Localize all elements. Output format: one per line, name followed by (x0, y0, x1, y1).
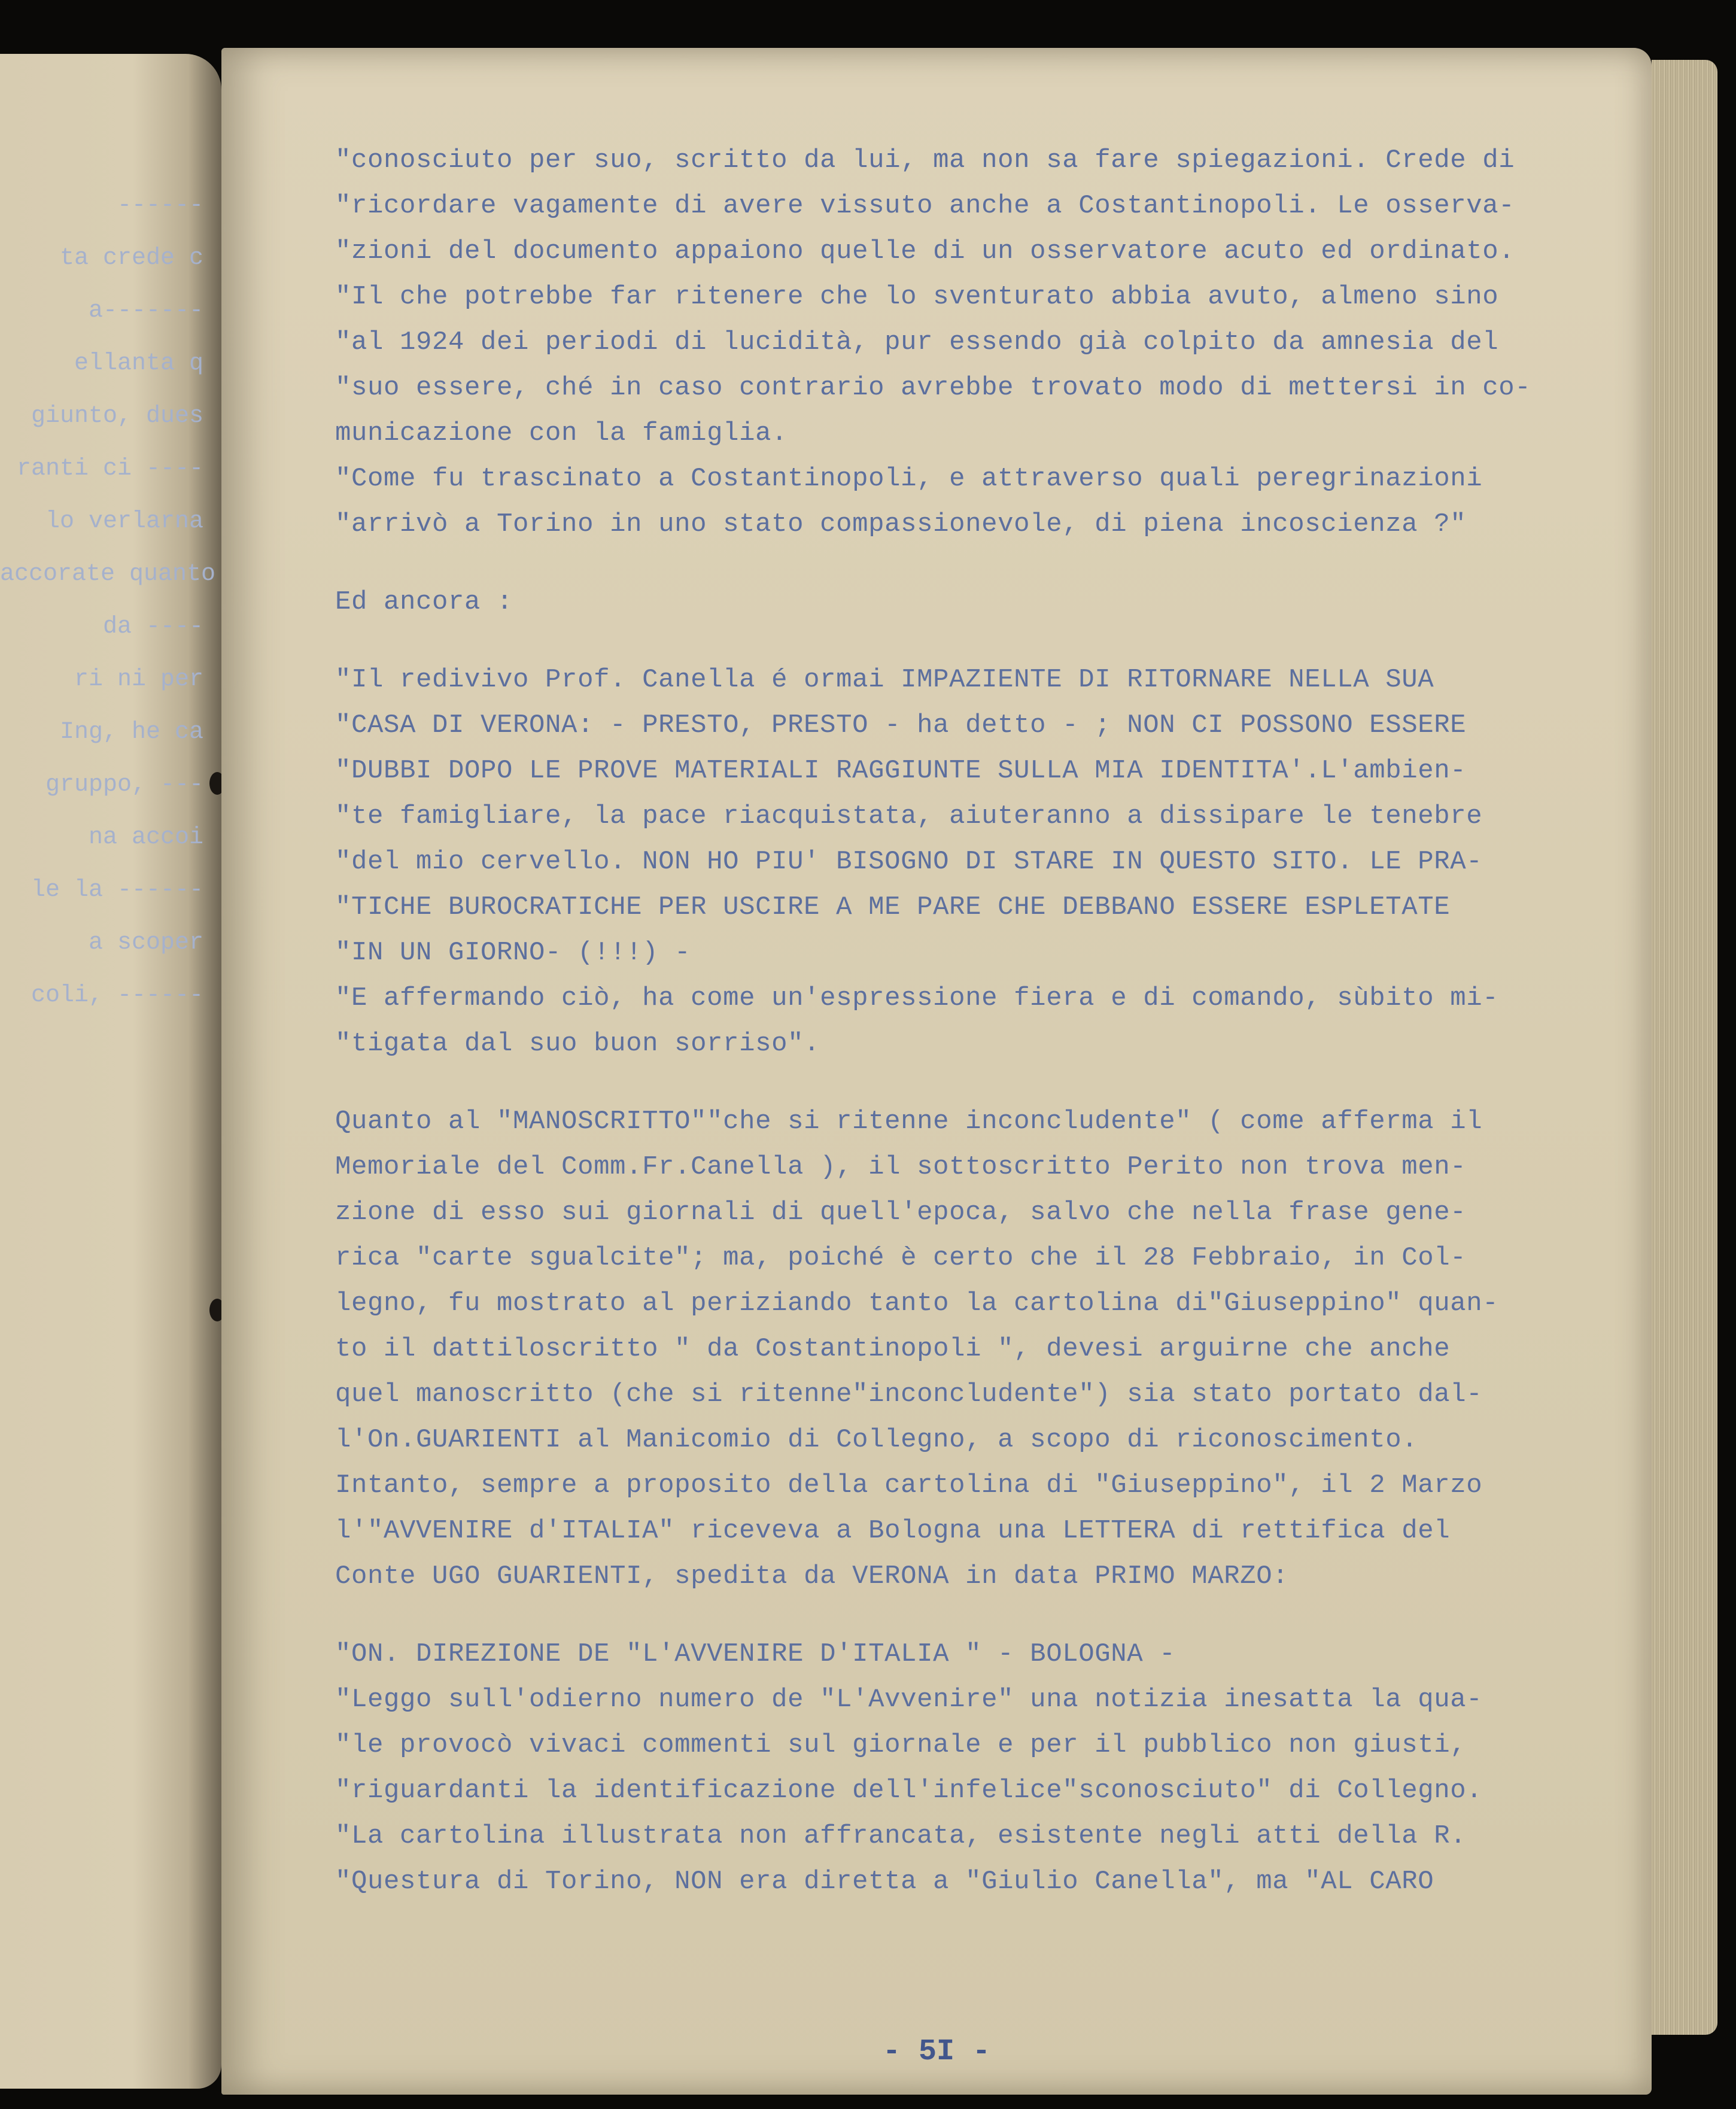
text-line: "al 1924 dei periodi di lucidità, pur essendo già colpito da amnesia del (335, 327, 1499, 357)
left-page-fragments (0, 180, 221, 1022)
left-fragment-line: le la ------ (31, 877, 203, 904)
left-fragment-line: ------ (117, 192, 203, 219)
left-fragment-line: ri ni per (74, 666, 203, 693)
left-fragment-line: gruppo, --- (45, 771, 203, 798)
paragraph-gap (335, 547, 1640, 579)
text-line: "DUBBI DOPO LE PROVE MATERIALI RAGGIUNTE SULLA MIA IDENTITA'.L'ambien- (335, 756, 1467, 786)
left-fragment-line: ranti ci ---- (16, 455, 203, 482)
right-page (221, 48, 1652, 2095)
text-line: Memoriale del Comm.Fr.Canella ), il sottoscritto Perito non trova men- (335, 1152, 1467, 1182)
typed-text-body (335, 138, 1640, 1904)
text-line: "E affermando ciò, ha come un'espressione fiera e di comando, sùbito mi- (335, 983, 1499, 1013)
text-line: "Leggo sull'odierno numero de "L'Avvenire" una notizia inesatta la qua- (335, 1685, 1483, 1715)
left-fragment-line: da ---- (102, 613, 203, 640)
left-page (0, 54, 221, 2089)
text-line: "riguardanti la identificazione dell'infelice"sconosciuto" di Collegno. (335, 1776, 1483, 1806)
text-line: "TICHE BUROCRATICHE PER USCIRE A ME PARE CHE DEBBANO ESSERE ESPLETATE (335, 892, 1451, 922)
text-line: "del mio cervello. NON HO PIU' BISOGNO DI STARE IN QUESTO SITO. LE PRA- (335, 847, 1483, 877)
text-line: "Il redivivo Prof. Canella é ormai IMPAZIENTE DI RITORNARE NELLA SUA (335, 665, 1434, 695)
left-fragment-line: ellanta q (74, 350, 203, 377)
text-line: "zioni del documento appaiono quelle di un osservatore acuto ed ordinato. (335, 236, 1515, 266)
text-line: "La cartolina illustrata non affrancata, esistente negli atti della R. (335, 1821, 1467, 1851)
text-line: "Questura di Torino, NON era diretta a "Giulio Canella", ma "AL CARO (335, 1867, 1434, 1897)
left-fragment-line: a------- (88, 297, 203, 324)
text-line: "IN UN GIORNO- (!!!) - (335, 938, 691, 968)
text-line: "le provocò vivaci commenti sul giornale e per il pubblico non giusti, (335, 1730, 1467, 1760)
text-line: "CASA DI VERONA: - PRESTO, PRESTO - ha detto - ; NON CI POSSONO ESSERE (335, 710, 1467, 740)
text-line: municazione con la famiglia. (335, 418, 788, 448)
text-line: "ON. DIREZIONE DE "L'AVVENIRE D'ITALIA " - BOLOGNA - (335, 1639, 1176, 1669)
left-fragment-line: lo verlarna (45, 508, 203, 535)
text-line: "tigata dal suo buon sorriso". (335, 1029, 820, 1059)
text-line: "conosciuto per suo, scritto da lui, ma non sa fare spiegazioni. Crede di (335, 145, 1515, 175)
text-line: Quanto al "MANOSCRITTO""che si ritenne inconcludente" ( come afferma il (335, 1107, 1483, 1136)
text-line: zione di esso sui giornali di quell'epoca, salvo che nella frase gene- (335, 1198, 1467, 1227)
text-line: Ed ancora : (335, 587, 513, 617)
left-fragment-line: a scoper (88, 929, 203, 956)
left-fragment-line: ta crede c (59, 245, 203, 272)
text-line: quel manoscritto (che si ritenne"inconcludente") sia stato portato dal- (335, 1379, 1483, 1409)
paragraph-gap (335, 625, 1640, 657)
text-line: "suo essere, ché in caso contrario avrebbe trovato modo di mettersi in co- (335, 373, 1531, 403)
paragraph-gap (335, 1066, 1640, 1099)
page-number: - 5I - (882, 2035, 991, 2069)
text-line: "Come fu trascinato a Costantinopoli, e attraverso quali peregrinazioni (335, 464, 1483, 494)
left-fragment-line: coli, ------ (31, 982, 203, 1009)
text-line: l'On.GUARIENTI al Manicomio di Collegno, a scopo di riconoscimento. (335, 1425, 1418, 1455)
left-fragment-line: na accoi (88, 824, 203, 851)
left-fragment-line: accorate quanto (0, 561, 216, 588)
paragraph-gap (335, 1599, 1640, 1631)
text-line: "ricordare vagamente di avere vissuto anche a Costantinopoli. Le osserva- (335, 191, 1515, 221)
text-line: rica "carte sgualcite"; ma, poiché è certo che il 28 Febbraio, in Col- (335, 1243, 1467, 1273)
text-line: to il dattiloscritto " da Costantinopoli ", devesi arguirne che anche (335, 1334, 1451, 1364)
page-stack-edges (1652, 60, 1717, 2035)
text-line: l'"AVVENIRE d'ITALIA" riceveva a Bologna una LETTERA di rettifica del (335, 1516, 1451, 1546)
text-line: "Il che potrebbe far ritenere che lo sventurato abbia avuto, almeno sino (335, 282, 1499, 312)
left-fragment-line: giunto, dues (31, 403, 203, 430)
text-line: Conte UGO GUARIENTI, spedita da VERONA in data PRIMO MARZO: (335, 1561, 1289, 1591)
left-fragment-line: Ing, he ca (59, 719, 203, 746)
text-line: Intanto, sempre a proposito della cartolina di "Giuseppino", il 2 Marzo (335, 1470, 1483, 1500)
text-line: legno, fu mostrato al periziando tanto la cartolina di"Giuseppino" quan- (335, 1289, 1499, 1318)
text-line: "te famigliare, la pace riacquistata, aiuteranno a dissipare le tenebre (335, 801, 1483, 831)
text-line: "arrivò a Torino in uno stato compassionevole, di piena incoscienza ?" (335, 509, 1467, 539)
